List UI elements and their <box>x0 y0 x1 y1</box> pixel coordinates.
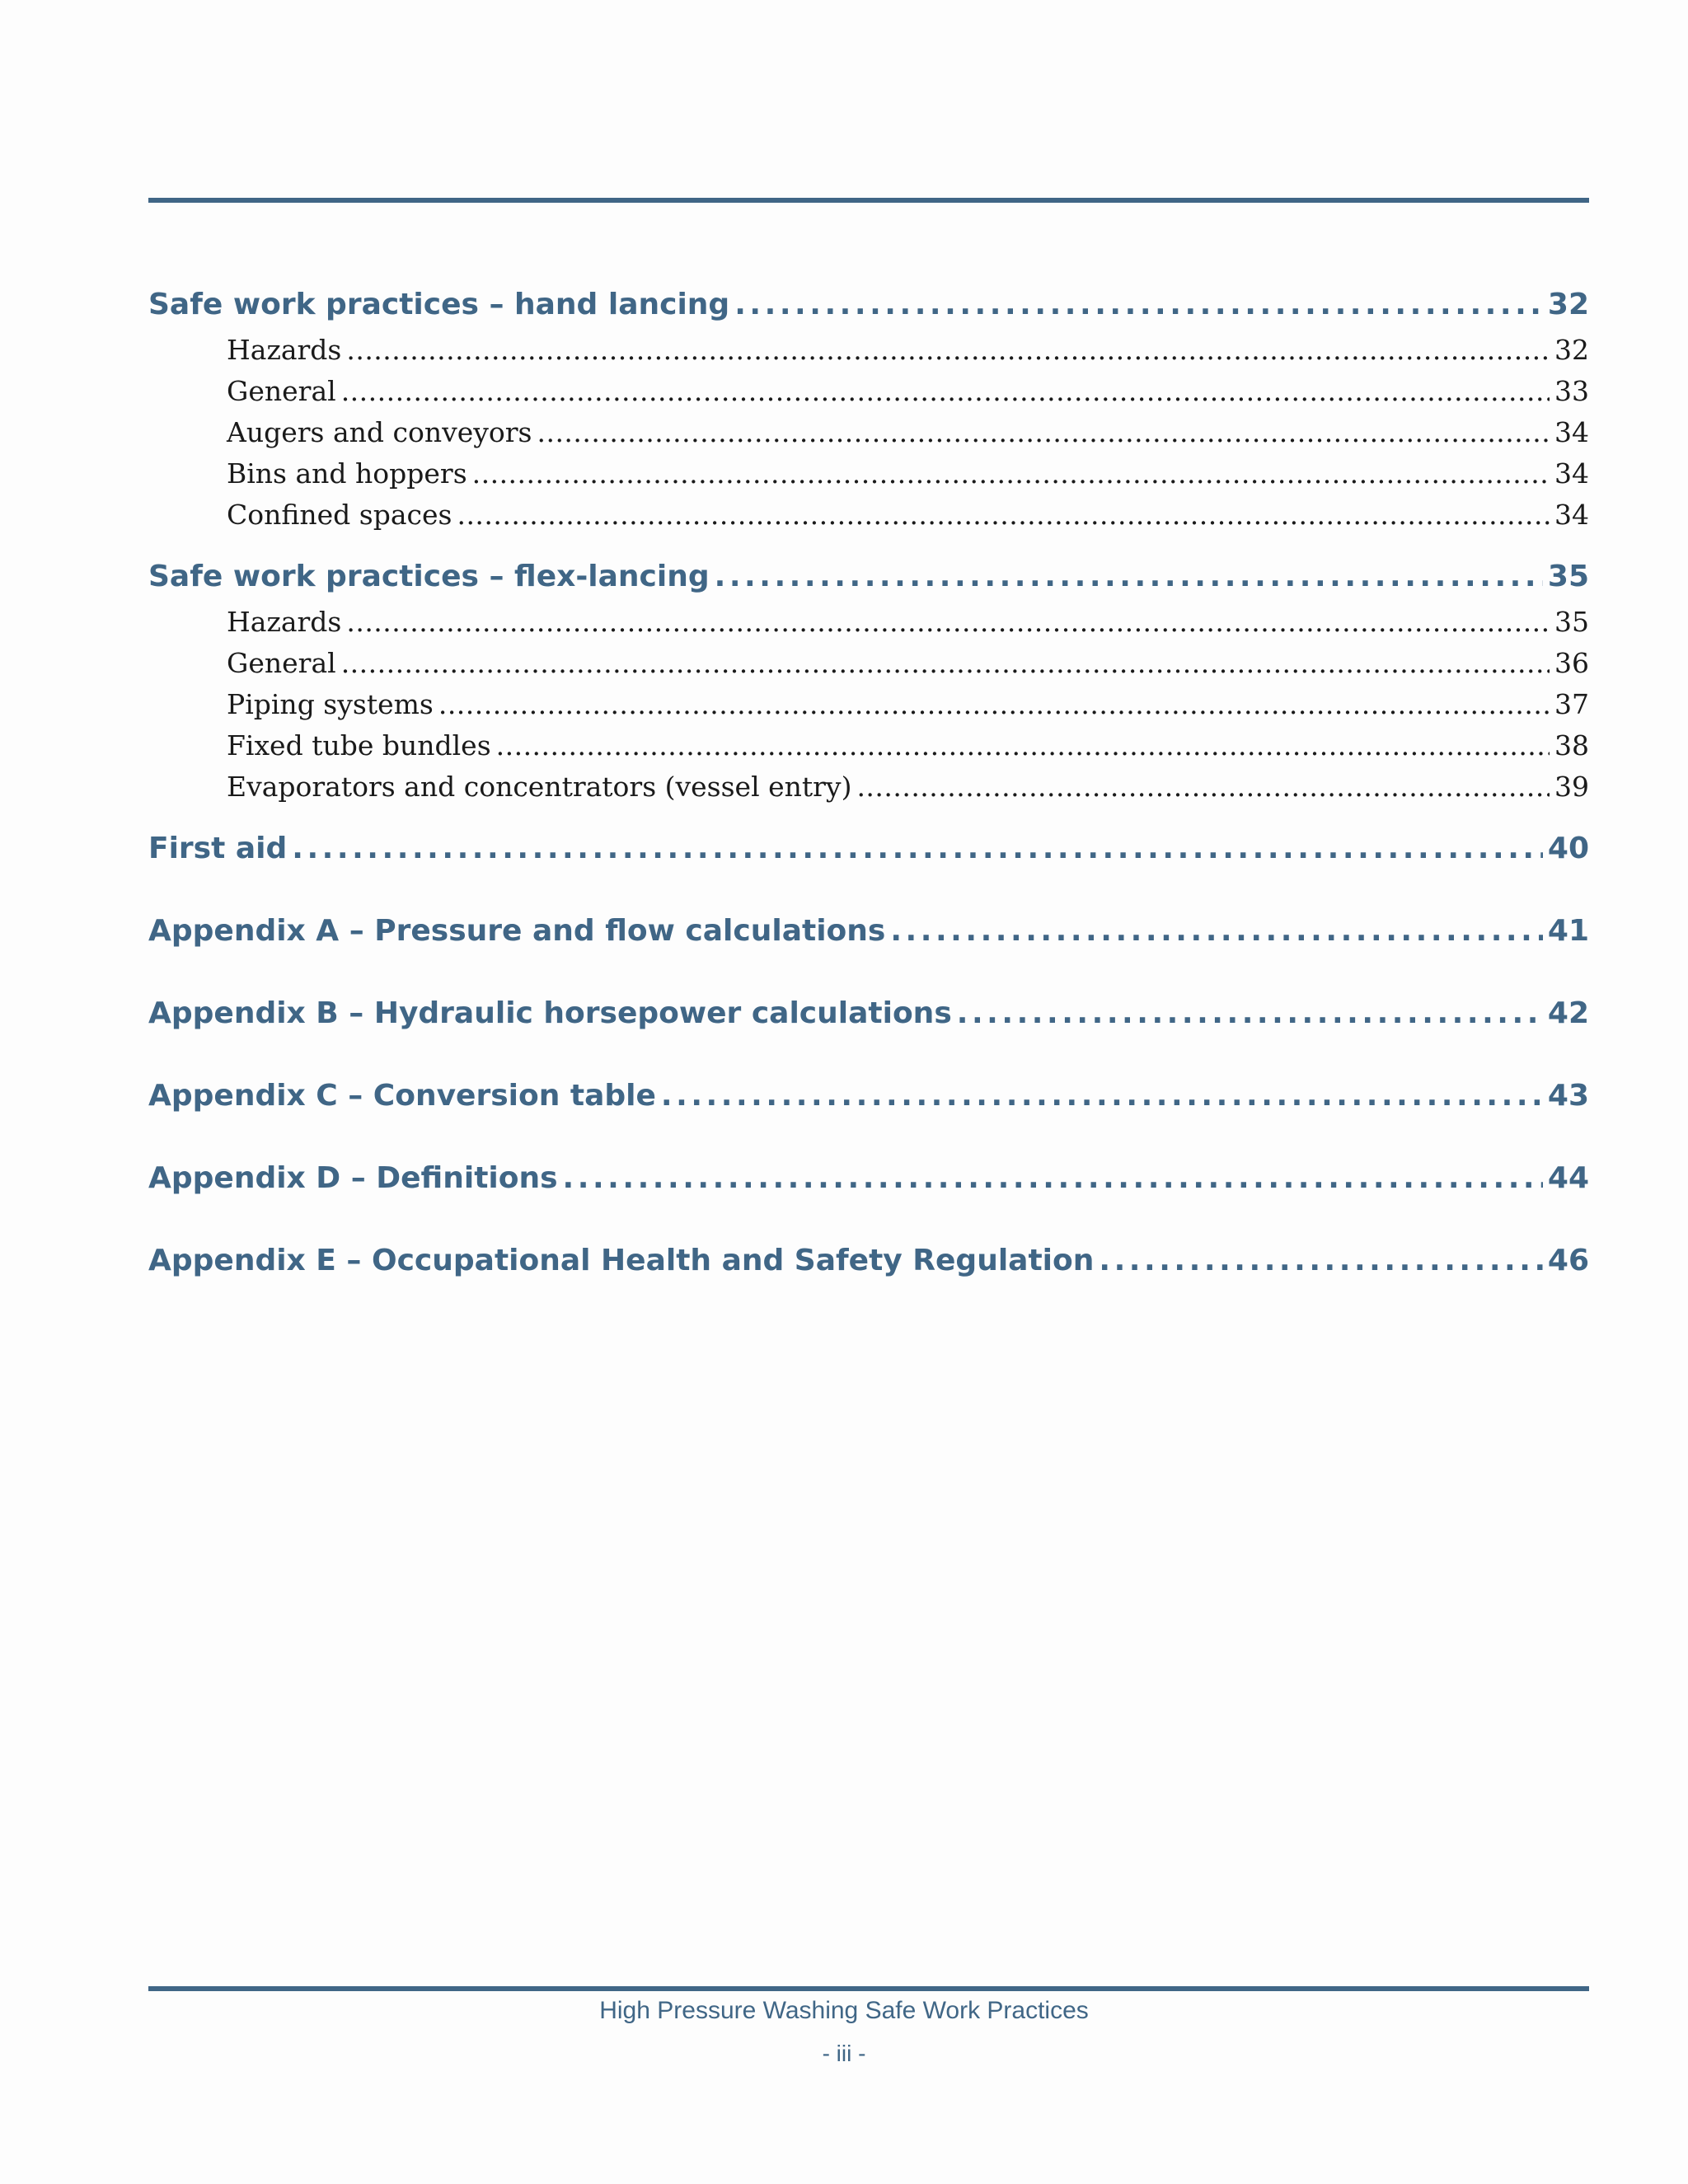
toc-subentry-title: Hazards <box>227 334 342 366</box>
toc-subentry-page: 36 <box>1554 647 1589 679</box>
toc-entry-title: Appendix B – Hydraulic horsepower calculations <box>148 996 952 1030</box>
toc-subentry[interactable] <box>148 494 1589 536</box>
toc-subentry[interactable] <box>148 371 1589 412</box>
toc-subentry[interactable] <box>148 602 1589 643</box>
toc-section-appendix-c <box>148 1071 1589 1121</box>
toc-subentry[interactable] <box>148 412 1589 453</box>
toc-subentry[interactable] <box>148 766 1589 808</box>
dot-leader <box>346 330 1550 371</box>
toc-subentry-title: Hazards <box>227 606 342 638</box>
toc-subentry-title: Evaporators and concentrators (vessel entry) <box>227 771 852 803</box>
toc-subentry[interactable] <box>148 684 1589 725</box>
dot-leader <box>346 602 1550 643</box>
toc-subentry-page: 32 <box>1554 334 1589 366</box>
toc-subentry-title: General <box>227 647 336 679</box>
toc-subentry-title: Confined spaces <box>227 499 452 531</box>
toc-entry[interactable] <box>148 989 1589 1038</box>
dot-leader <box>856 766 1550 808</box>
toc-subentry-title: General <box>227 375 336 407</box>
toc-entry[interactable] <box>148 280 1589 330</box>
toc-subentry[interactable] <box>148 453 1589 494</box>
dot-leader <box>734 280 1543 330</box>
toc-subentry[interactable] <box>148 330 1589 371</box>
dot-leader <box>563 1154 1543 1203</box>
toc-subentry-title: Augers and conveyors <box>227 416 532 448</box>
toc-section-appendix-a <box>148 907 1589 956</box>
toc-entry-title: First aid <box>148 832 288 865</box>
toc-subentry-page: 34 <box>1554 499 1589 531</box>
toc-entry-title: Safe work practices – flex-lancing <box>148 560 710 593</box>
toc-subentry-title: Bins and hoppers <box>227 457 467 490</box>
dot-leader <box>341 643 1550 684</box>
toc-entry-title: Appendix C – Conversion table <box>148 1079 656 1113</box>
dot-leader <box>496 725 1550 766</box>
toc-section-appendix-e <box>148 1236 1589 1286</box>
dot-leader <box>341 371 1550 412</box>
toc-entry-page: 32 <box>1547 288 1589 321</box>
table-of-contents <box>148 280 1589 1319</box>
toc-entry-page: 41 <box>1547 914 1589 948</box>
dot-leader <box>957 989 1543 1038</box>
dot-leader <box>472 453 1550 494</box>
footer-rule <box>148 1986 1589 1991</box>
toc-subentry[interactable] <box>148 725 1589 766</box>
toc-entry[interactable] <box>148 552 1589 602</box>
toc-subentry-page: 38 <box>1554 729 1589 762</box>
toc-section-flex-lancing <box>148 552 1589 808</box>
toc-entry[interactable] <box>148 1154 1589 1203</box>
toc-subentry-page: 33 <box>1554 375 1589 407</box>
dot-leader <box>661 1071 1543 1121</box>
toc-entry-page: 46 <box>1547 1244 1589 1277</box>
toc-entry-page: 40 <box>1547 832 1589 865</box>
toc-entry-title: Appendix A – Pressure and flow calculations <box>148 914 886 948</box>
dot-leader <box>715 552 1543 602</box>
toc-entry-page: 44 <box>1547 1161 1589 1195</box>
toc-entry-page: 42 <box>1547 996 1589 1030</box>
dot-leader <box>890 907 1543 956</box>
toc-subentry-page: 37 <box>1554 688 1589 720</box>
dot-leader <box>457 494 1550 536</box>
toc-entry-title: Appendix D – Definitions <box>148 1161 558 1195</box>
toc-subentry-page: 34 <box>1554 457 1589 490</box>
toc-section-first-aid <box>148 824 1589 874</box>
toc-subentry-title: Fixed tube bundles <box>227 729 491 762</box>
toc-entry-title: Safe work practices – hand lancing <box>148 288 730 321</box>
toc-entry[interactable] <box>148 824 1589 874</box>
toc-entry[interactable] <box>148 1236 1589 1286</box>
toc-entry-title: Appendix E – Occupational Health and Safety Regulation <box>148 1244 1095 1277</box>
toc-subentry-page: 35 <box>1554 606 1589 638</box>
toc-entry[interactable] <box>148 1071 1589 1121</box>
dot-leader <box>1099 1236 1543 1286</box>
dot-leader <box>438 684 1550 725</box>
toc-section-appendix-b <box>148 989 1589 1038</box>
toc-subentry-page: 34 <box>1554 416 1589 448</box>
toc-entry-page: 43 <box>1547 1079 1589 1113</box>
toc-subentry-page: 39 <box>1554 771 1589 803</box>
toc-entry-page: 35 <box>1547 560 1589 593</box>
dot-leader <box>537 412 1550 453</box>
toc-entry[interactable] <box>148 907 1589 956</box>
header-rule <box>148 198 1589 203</box>
footer-page-number: - iii - <box>822 2041 866 2066</box>
toc-section-appendix-d <box>148 1154 1589 1203</box>
toc-section-hand-lancing <box>148 280 1589 536</box>
toc-subentry-title: Piping systems <box>227 688 434 720</box>
toc-subentry[interactable] <box>148 643 1589 684</box>
dot-leader <box>292 824 1543 874</box>
footer-document-title: High Pressure Washing Safe Work Practices <box>599 1997 1089 2024</box>
